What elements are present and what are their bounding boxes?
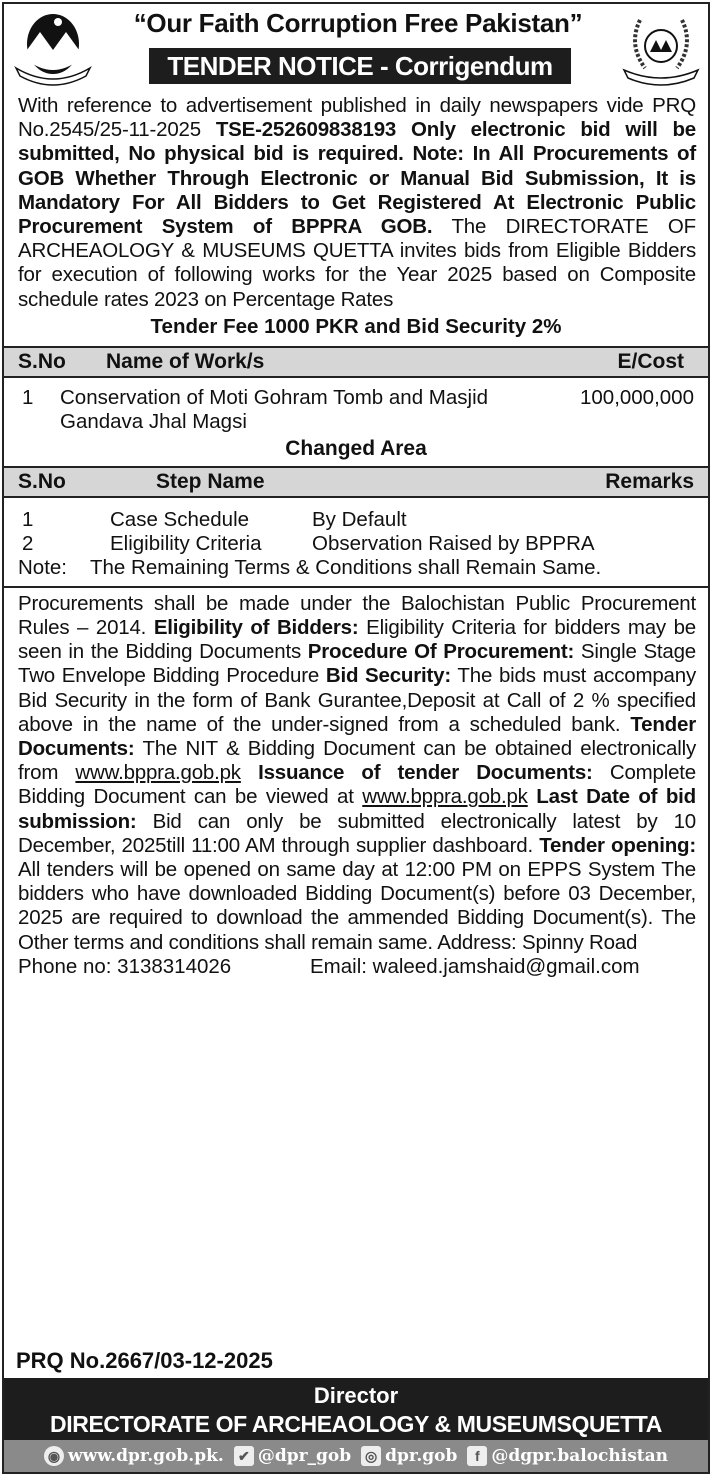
term-text: The bids must accompany Bid Security in the form of Bank Gurantee,Deposit at Call of 2 % specified above in the name of the under-signed from a scheduled bank. [18,664,697,736]
phone-number: Phone no: 3138314026 [18,954,232,978]
row-sno: 1 [22,507,34,531]
header [4,4,708,90]
term-text: Complete Bidding Document can be viewed at [18,761,697,809]
col-ecost: E/Cost [617,349,684,373]
term-text: Bid can only be submitted electronically latest by 10 December, 2025till 11:00 AM through supplier dashboard. [18,809,696,857]
office-name: DIRECTORATE OF ARCHEAOLOGY & MUSEUMSQUETTA [50,1411,662,1437]
changed-area-heading: Changed Area [285,436,427,460]
directorate-logo [620,10,702,86]
row-work-name: Conservation of Moti Gohram Tomb and Masjid Gandava Jhal Magsi [60,385,489,433]
social-bar [4,1440,708,1472]
term-heading: Last Date of bid submission: [18,785,696,833]
term-heading: Issuance of tender Documents: [258,761,593,785]
col-sno: S.No [18,349,66,373]
twitter-link[interactable] [234,1446,351,1466]
term-heading: Tender Documents: [18,712,696,761]
note-label: Note: [18,555,67,579]
bppra-link[interactable]: www.bppra.gob.pk [75,761,241,785]
table-row [4,532,708,556]
instagram-link[interactable] [361,1446,457,1466]
col-sno: S.No [18,469,66,493]
slogan: “Our Faith Corruption Free Pakistan” [133,8,583,38]
twitter-label: @dpr_gob [257,1446,352,1466]
row-cost: 100,000,000 [579,385,694,409]
designation: Director [313,1383,399,1408]
note-row [4,556,708,580]
contact-row [4,955,708,979]
term-heading: Tender opening: [539,833,696,857]
works-table-header [4,346,708,378]
facebook-icon: f [467,1446,487,1466]
page-title: TENDER NOTICE - Corrigendum [149,48,571,84]
intro-paragraph [4,90,708,312]
note-text: The Remaining Terms & Conditions shall Remain Same. [90,555,602,579]
term-text: Single Stage Two Envelope Bidding Procedure [18,640,697,688]
col-step-name: Step Name [156,469,265,493]
term-heading: Procedure Of Procurement: [307,640,575,664]
intro-text: The DIRECTORATE OF ARCHEAOLOGY & MUSEUMS QUETTA invites bids from Eligible Bidders for execution of following works for the Year 2025 based on Composite schedule rates 2023 on Percentage Rates [18,215,696,311]
table-row [4,498,708,532]
term-text: Eligibility Criteria for bidders may be seen in the Bidding Documents [18,616,696,664]
tender-fee-line: Tender Fee 1000 PKR and Bid Security 2% [150,314,562,338]
bppra-link[interactable]: www.bppra.gob.pk [362,785,528,809]
row-sno: 1 [22,385,34,409]
instagram-icon: ◎ [361,1446,381,1466]
facebook-link[interactable] [467,1446,668,1466]
email-address: Email: waleed.jamshaid@gmail.com [310,954,640,978]
signatory-block [4,1378,708,1440]
term-text [528,785,537,808]
prq-number: PRQ No.2667/03-12-2025 [16,1348,273,1373]
term-text: The NIT & Bidding Document can be obtained electronically from [18,737,696,785]
changes-table-header [4,466,708,498]
table-row [4,378,708,434]
instagram-label: dpr.gob [385,1446,458,1466]
facebook-label: @dgpr.balochistan [491,1446,668,1466]
intro-bold-text: TSE-252609838193 Only electronic bid will be submitted, No physical bid is required. Note: In All Procurements of GOB Whether Through Electronic or Manual Bid Submission, It is Mandatory For All Bidders to Get Registered At Electronic Public Procurement System of BPPRA GOB. [18,118,696,239]
terms-paragraph [4,588,708,955]
term-heading: Eligibility of Bidders: [153,616,359,640]
row-sno: 2 [22,531,34,555]
term-text [241,761,258,784]
twitter-icon: ✔ [234,1446,254,1466]
row-remark: Observation Raised by BPPRA [312,531,595,555]
col-name-of-work: Name of Work/s [106,349,265,373]
globe-icon: ◉ [44,1446,64,1466]
balochistan-emblem-logo [12,10,94,86]
term-heading: Bid Security: [325,664,451,688]
intro-text: With reference to advertisement published in daily newspapers vide PRQ No.2545/25-11-2025 [18,94,696,142]
row-step: Eligibility Criteria [110,531,262,555]
row-step: Case Schedule [110,507,250,531]
term-text: All tenders will be opened on same day at 12:00 PM on EPPS System The bidders who have downloaded Bidding Document(s) before 03 December, 2025 are required to download the ammended Bidding Document(s). The Other terms and conditions shall remain same. Address: Spinny Road [18,858,696,954]
web-label: www.dpr.gob.pk. [67,1446,224,1466]
col-remarks: Remarks [605,469,694,493]
tender-notice [2,2,710,1474]
row-remark: By Default [312,507,407,531]
term-text: Procurements shall be made under the Balochistan Public Procurement Rules – 2014. [18,591,696,640]
web-link[interactable] [44,1446,224,1466]
